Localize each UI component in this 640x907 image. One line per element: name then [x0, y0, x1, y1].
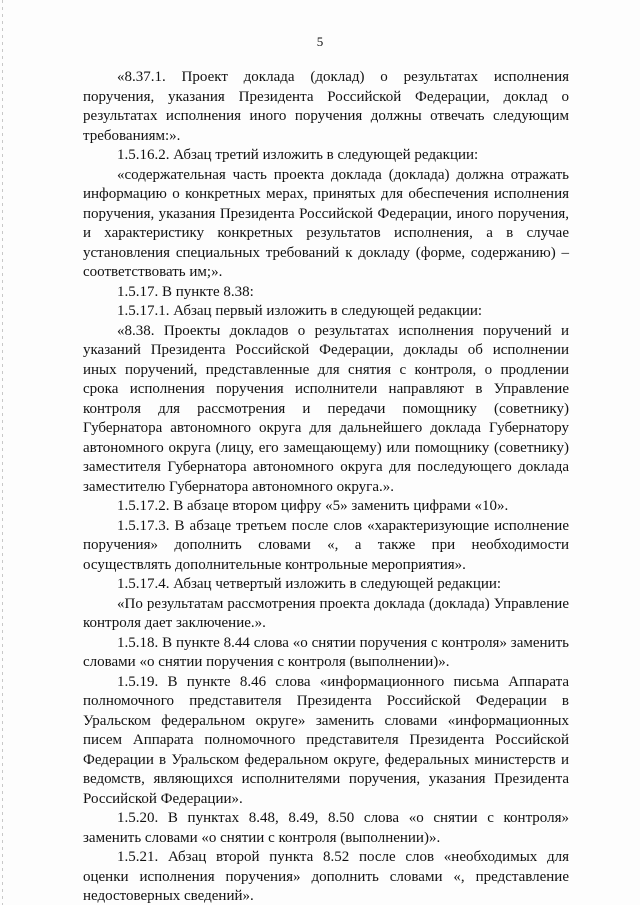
paragraph-quote-conclusion: «По результатам рассмотрения проекта доклада (доклада) Управление контроля дает заключение.». [83, 595, 569, 631]
paragraph-1-5-19: 1.5.19. В пункте 8.46 слова «информационного письма Аппарата полномочного представителя Президента Российской Федерации в Уральском федеральном округе» заменить словами «информационных писем Аппарата полномочного представителя Президента Российской Федерации в Уральском федеральном округе, федеральных министерств и ведомств, являющихся исполнителями поручения, указания Президента Российской Федерации». [83, 673, 569, 807]
paragraph-8-37-1: «8.37.1. Проект доклада (доклад) о результатах исполнения поручения, указания Президента Российской Федерации, доклад о результатах исполнения иного поручения должны отвечать следующим требованиям:». [83, 69, 569, 144]
paragraph-8-38: «8.38. Проекты докладов о результатах исполнения поручений и указаний Президента Российской Федерации, доклады об исполнении иных поручений, представленные для снятия с контроля, о продлении срока исполнения поручения исполнители направляют в Управление контроля для рассмотрения и передачи помощнику (советнику) Губернатора автономного округа для дальнейшего доклада Губернатору автономного округа (лицу, его замещающему) или помощнику (советнику) заместителя Губернатора автономного округа для последующего доклада заместителю Губернатора автономного округа.». [83, 322, 569, 495]
paragraph-1-5-18: 1.5.18. В пункте 8.44 слова «о снятии поручения с контроля» заменить словами «о снятии поручения с контроля (выполнении)». [83, 634, 569, 670]
paragraph-quote-content: «содержательная часть проекта доклада (доклада) должна отражать информацию о конкретных мерах, принятых для обеспечения исполнения поручения, указания Президента Российской Федерации, иного поручения, и характеристику конкретных результатов исполнения, а в случае установления специальных требований к докладу (форме, содержанию) – соответствовать им;». [83, 166, 569, 280]
paragraph-1-5-17: 1.5.17. В пункте 8.38: [117, 283, 254, 300]
paragraph-1-5-17-1: 1.5.17.1. Абзац первый изложить в следующей редакции: [117, 303, 483, 319]
paragraph-1-5-17-3: 1.5.17.3. В абзаце третьем после слов «характеризующие исполнение поручения» дополнить словами «, а также при необходимости осуществлять дополнительные контрольные мероприятия». [83, 517, 569, 573]
paragraph-1-5-21: 1.5.21. Абзац второй пункта 8.52 после слов «необходимых для оценки исполнения поручения» дополнить словами «, представление недостоверных сведений». [83, 849, 569, 904]
paragraph-1-5-17-2: 1.5.17.2. В абзаце втором цифру «5» заменить цифрами «10». [117, 498, 509, 514]
paragraph-1-5-20: 1.5.20. В пунктах 8.48, 8.49, 8.50 слова «о снятии с контроля» заменить словами «о снятии с контроля (выполнении)». [83, 810, 569, 846]
scan-edge [2, 0, 3, 905]
paragraph-1-5-16-2: 1.5.16.2. Абзац третий изложить в следующей редакции: [117, 147, 479, 163]
document-body [83, 68, 569, 907]
page-number: 5 [316, 34, 324, 49]
paragraph-1-5-17-4: 1.5.17.4. Абзац четвертый изложить в следующей редакции: [117, 576, 502, 592]
